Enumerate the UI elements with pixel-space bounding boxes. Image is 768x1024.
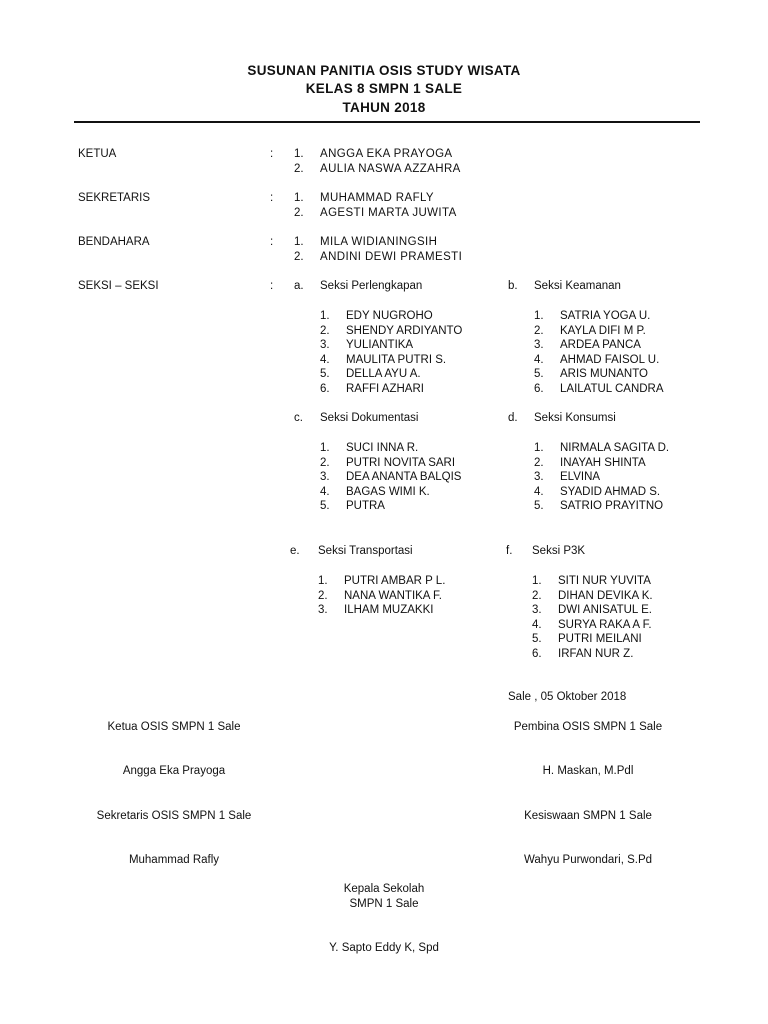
section-member-number: 1. — [320, 442, 330, 454]
section-member-number: 2. — [534, 456, 544, 469]
section-member-name: DIHAN DEVIKA K. — [558, 589, 653, 602]
section-letter: b. — [508, 280, 518, 292]
section-member-name: PUTRI AMBAR P L. — [344, 575, 446, 587]
member-number: 1. — [294, 192, 304, 204]
section-member-number: 2. — [320, 324, 330, 337]
section-member-number: 3. — [320, 471, 330, 484]
section-member-name: RAFFI AZHARI — [346, 383, 424, 395]
section-letter: a. — [294, 280, 304, 292]
section-letter: d. — [508, 412, 518, 424]
section-member-name: PUTRI MEILANI — [558, 633, 642, 646]
role-label-bendahara: BENDAHARA — [78, 236, 150, 248]
member-number: 1. — [294, 236, 304, 248]
header-divider — [74, 121, 700, 123]
document-title-line2: KELAS 8 SMPN 1 SALE — [305, 81, 463, 96]
section-member-number: 2. — [532, 589, 542, 602]
section-member-number: 1. — [318, 575, 328, 587]
section-member-name: ARIS MUNANTO — [560, 368, 648, 381]
signature-title-kesiswaan: Kesiswaan SMPN 1 Sale — [524, 810, 652, 822]
section-member-name: MAULITA PUTRI S. — [346, 353, 447, 366]
section-member-number: 4. — [534, 485, 544, 498]
member-name: AGESTI MARTA JUWITA — [320, 207, 457, 219]
section-letter: f. — [506, 545, 513, 557]
section-title: Seksi Dokumentasi — [320, 412, 419, 424]
section-member-number: 5. — [534, 500, 544, 513]
section-title: Seksi Keamanan — [534, 280, 621, 292]
signature-title-sekretaris-osis: Sekretaris OSIS SMPN 1 Sale — [96, 810, 252, 822]
section-member-name: NIRMALA SAGITA D. — [560, 442, 670, 454]
role-colon: : — [270, 148, 274, 160]
section-member-name: KAYLA DIFI M P. — [560, 324, 646, 337]
section-member-number: 5. — [534, 368, 544, 381]
member-name: MILA WIDIANINGSIH — [320, 236, 438, 248]
section-member-name: ELVINA — [560, 471, 601, 484]
section-member-name: BAGAS WIMI K. — [346, 485, 430, 498]
section-member-name: DEA ANANTA BALQIS — [346, 471, 462, 484]
section-member-name: SURYA RAKA A F. — [558, 618, 652, 631]
section-letter: c. — [294, 412, 303, 424]
document-title-line3: TAHUN 2018 — [342, 100, 426, 115]
section-member-name: DELLA AYU A. — [346, 368, 421, 381]
section-member-name: SUCI INNA R. — [346, 442, 419, 454]
section-member-number: 4. — [534, 353, 544, 366]
role-label-seksi: SEKSI – SEKSI — [78, 280, 159, 292]
section-member-number: 3. — [532, 604, 542, 617]
signature-title-kepala-sekolah: Kepala Sekolah — [343, 883, 425, 895]
section-member-number: 3. — [320, 339, 330, 352]
section-member-name: INAYAH SHINTA — [560, 456, 646, 469]
section-member-name: SATRIO PRAYITNO — [560, 500, 664, 513]
section-member-number: 5. — [320, 368, 330, 381]
section-title: Seksi Konsumsi — [534, 412, 616, 424]
section-member-name: SATRIA YOGA U. — [560, 310, 651, 322]
section-member-name: DWI ANISATUL E. — [558, 604, 652, 617]
section-member-number: 3. — [534, 339, 544, 352]
section-member-number: 6. — [320, 383, 330, 395]
section-member-name: YULIANTIKA — [346, 339, 414, 352]
section-member-name: EDY NUGROHO — [346, 310, 433, 322]
section-title: Seksi Perlengkapan — [320, 280, 423, 292]
place-date: Sale , 05 Oktober 2018 — [508, 691, 627, 703]
section-member-number: 4. — [320, 485, 330, 498]
section-member-name: AHMAD FAISOL U. — [560, 353, 660, 366]
section-member-name: SYADID AHMAD S. — [560, 485, 661, 498]
section-member-number: 1. — [534, 310, 544, 322]
section-member-name: PUTRA — [346, 500, 385, 513]
role-colon: : — [270, 280, 274, 292]
section-member-name: SHENDY ARDIYANTO — [346, 324, 463, 337]
signature-title-kepala-sekolah-school: SMPN 1 Sale — [349, 898, 419, 910]
section-member-number: 5. — [532, 633, 542, 646]
section-member-number: 2. — [318, 589, 328, 602]
section-member-number: 1. — [320, 310, 330, 322]
section-member-number: 6. — [534, 383, 544, 395]
section-title: Seksi P3K — [532, 545, 586, 557]
section-member-number: 3. — [318, 604, 328, 617]
member-number: 2. — [294, 163, 304, 175]
section-letter: e. — [290, 545, 300, 557]
section-member-number: 1. — [532, 575, 542, 587]
role-colon: : — [270, 236, 274, 248]
role-colon: : — [270, 192, 274, 204]
signature-name-kesiswaan: Wahyu Purwondari, S.Pd — [523, 854, 653, 866]
signature-title-ketua-osis: Ketua OSIS SMPN 1 Sale — [107, 721, 241, 733]
member-name: ANDINI DEWI PRAMESTI — [320, 251, 463, 263]
section-member-number: 1. — [534, 442, 544, 454]
section-member-name: ARDEA PANCA — [560, 339, 641, 352]
signature-name-ketua-osis: Angga Eka Prayoga — [122, 765, 226, 777]
section-member-number: 5. — [320, 500, 330, 513]
member-name: ANGGA EKA PRAYOGA — [320, 148, 453, 160]
section-member-name: LAILATUL CANDRA — [560, 383, 664, 395]
signature-name-sekretaris-osis: Muhammad Rafly — [128, 854, 220, 866]
member-name: AULIA NASWA AZZAHRA — [320, 163, 461, 175]
section-member-number: 3. — [534, 471, 544, 484]
role-label-sekretaris: SEKRETARIS — [78, 192, 150, 204]
member-number: 2. — [294, 207, 304, 219]
document-title-line1: SUSUNAN PANITIA OSIS STUDY WISATA — [247, 63, 521, 78]
member-number: 1. — [294, 148, 304, 160]
section-member-number: 2. — [320, 456, 330, 469]
section-member-name: SITI NUR YUVITA — [558, 575, 651, 587]
member-number: 2. — [294, 251, 304, 263]
signature-name-kepala-sekolah: Y. Sapto Eddy K, Spd — [329, 942, 439, 954]
section-member-number: 6. — [532, 648, 542, 660]
section-member-number: 2. — [534, 324, 544, 337]
signature-name-pembina-osis: H. Maskan, M.Pdl — [542, 765, 634, 777]
section-member-name: PUTRI NOVITA SARI — [346, 456, 456, 469]
section-member-number: 4. — [320, 353, 330, 366]
role-label-ketua: KETUA — [78, 148, 117, 160]
section-member-number: 4. — [532, 618, 542, 631]
section-title: Seksi Transportasi — [318, 545, 413, 557]
signature-title-pembina-osis: Pembina OSIS SMPN 1 Sale — [513, 721, 663, 733]
member-name: MUHAMMAD RAFLY — [320, 192, 435, 204]
section-member-name: NANA WANTIKA F. — [344, 589, 442, 602]
section-member-name: ILHAM MUZAKKI — [344, 604, 434, 617]
section-member-name: IRFAN NUR Z. — [558, 648, 634, 660]
